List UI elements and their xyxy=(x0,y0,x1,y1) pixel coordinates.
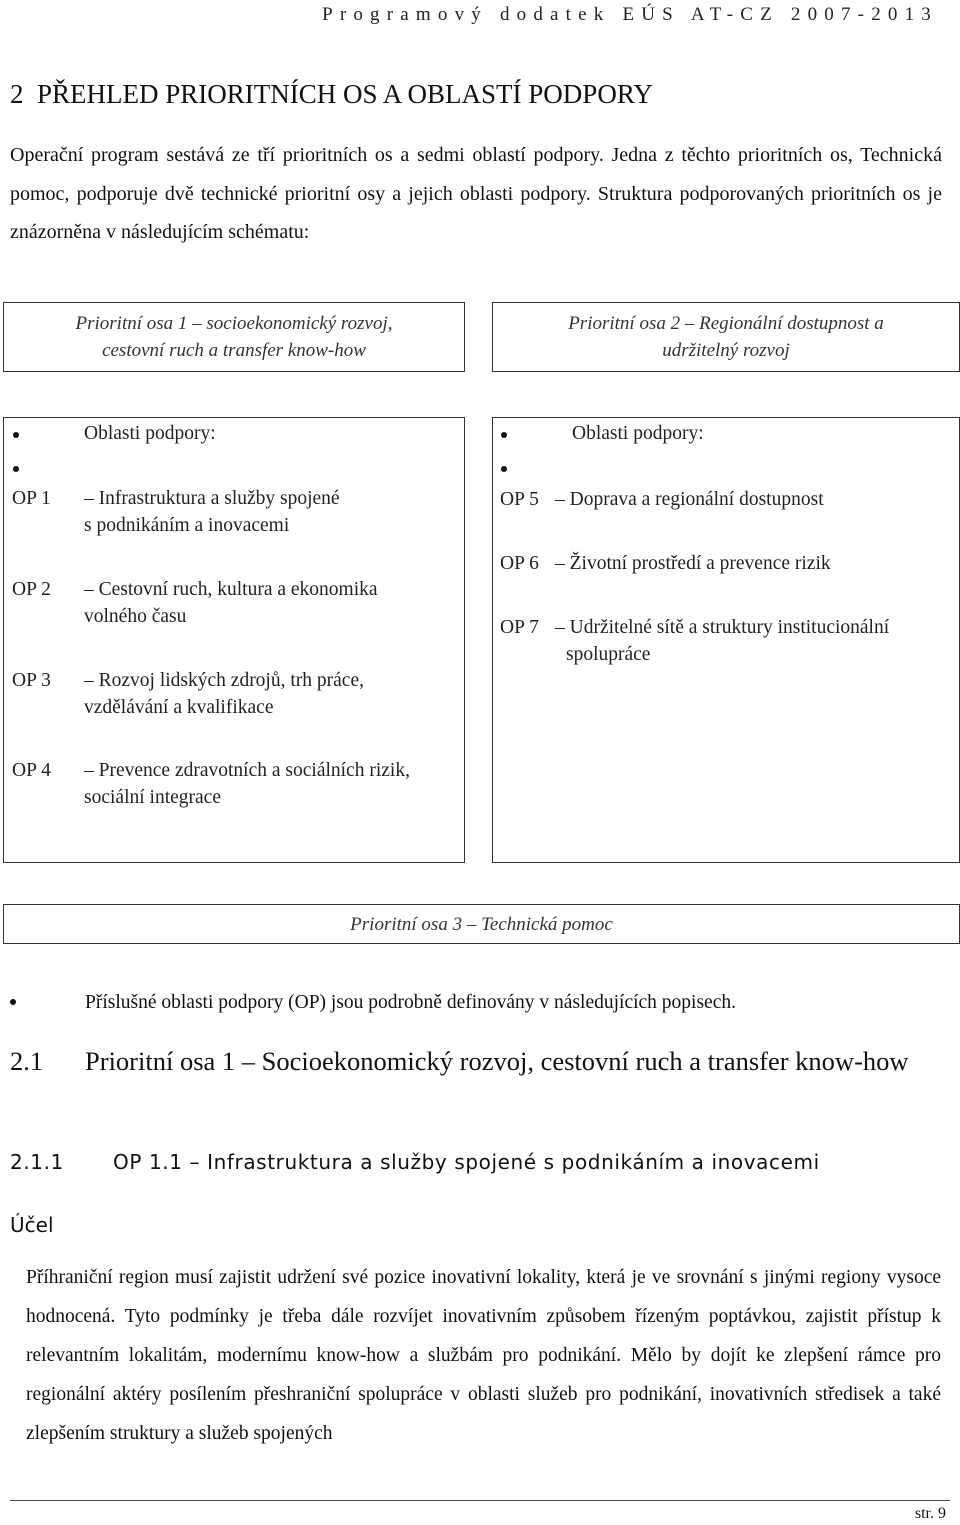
op5-label: – Doprava a regionální dostupnost xyxy=(555,489,824,510)
axis2-line2: udržitelný rozvoj xyxy=(662,340,790,361)
subsection-number: 2.1 xyxy=(10,1046,44,1076)
op4-label-cont: sociální integrace xyxy=(84,787,221,808)
bullet-icon xyxy=(10,999,16,1005)
priority-axis-3-box xyxy=(3,904,960,944)
subsection-title: Prioritní osa 1 – Socioekonomický rozvoj, cestovní ruch a transfer know-how xyxy=(85,1046,909,1076)
priority-axis-2-box xyxy=(492,302,960,372)
op3-label-cont: vzdělávání a kvalifikace xyxy=(84,697,274,718)
axis3-label: Prioritní osa 3 – Technická pomoc xyxy=(350,913,613,935)
op1-label: – Infrastruktura a služby spojené xyxy=(84,488,340,509)
section-number: 2 xyxy=(10,79,24,109)
op7-label: – Udržitelné sítě a struktury institucionální xyxy=(555,617,890,638)
areas-heading: Oblasti podpory: xyxy=(572,423,704,444)
bullet-icon xyxy=(13,432,19,438)
intro-paragraph: Operační program sestává ze tří prioritních os a sedmi oblastí podpory. Jedna z těchto prioritních os, Technická pomoc, podporuje dvě technické prioritní osy a jejich oblasti podpory. Struktura podporovaných prioritních os je znázorněna v následujícím schématu: xyxy=(10,144,942,243)
purpose-paragraph: Příhraniční region musí zajistit udržení své pozice inovativní lokality, která je ve srovnání s jinými regiony vysoce hodnocená. Tyto podmínky je třeba dále rozvíjet inovativním způsobem řízeným poptávkou, zajistit přístup k relevantním lokalitám, modernímu know-how a službám pro podnikání. Mělo by dojít ke zlepšení rámce pro regionální aktéry posílením přeshraniční spolupráce v oblasti služeb pro podnikání, inovativních středisek a také zlepšením struktury a služeb spojených xyxy=(26,1267,941,1444)
section-title: PŘEHLED PRIORITNÍCH OS A OBLASTÍ PODPORY xyxy=(37,79,653,109)
page-number: str. 9 xyxy=(914,1505,946,1522)
op6-code: OP 6 xyxy=(500,553,539,574)
op4-label: – Prevence zdravotních a sociálních rizik, xyxy=(84,760,410,781)
note-text: Příslušné oblasti podpory (OP) jsou podrobně definovány v následujících popisech. xyxy=(85,992,736,1013)
footer-rule xyxy=(10,1500,950,1501)
op2-label: – Cestovní ruch, kultura a ekonomika xyxy=(84,579,378,600)
op1-label-cont: s podnikáním a inovacemi xyxy=(84,515,290,536)
op7-label-cont: spolupráce xyxy=(566,644,651,665)
subsubsection-number: 2.1.1 xyxy=(10,1150,64,1174)
op3-label: – Rozvoj lidských zdrojů, trh práce, xyxy=(84,670,364,691)
op3-code: OP 3 xyxy=(12,670,51,691)
op5-code: OP 5 xyxy=(500,489,539,510)
bullet-icon xyxy=(501,432,507,438)
bullet-icon xyxy=(501,466,507,472)
op1-code: OP 1 xyxy=(12,488,51,509)
section-heading xyxy=(10,79,653,110)
running-header: Programový dodatek EÚS AT-CZ 2007-2013 xyxy=(322,4,938,25)
priority-axis-1-box xyxy=(3,302,465,372)
axis2-line1: Prioritní osa 2 – Regionální dostupnost a xyxy=(568,313,884,334)
axis1-line2: cestovní ruch a transfer know-how xyxy=(102,340,366,361)
op6-label: – Životní prostředí a prevence rizik xyxy=(555,553,831,574)
axis1-support-areas-box xyxy=(3,417,465,863)
op2-code: OP 2 xyxy=(12,579,51,600)
op4-code: OP 4 xyxy=(12,760,51,781)
areas-heading: Oblasti podpory: xyxy=(84,423,216,444)
axis1-line1: Prioritní osa 1 – socioekonomický rozvoj, xyxy=(75,313,393,334)
bullet-icon xyxy=(13,466,19,472)
op2-label-cont: volného času xyxy=(84,606,187,627)
purpose-heading: Účel xyxy=(10,1213,54,1237)
axis2-support-areas-box xyxy=(492,417,960,863)
op7-code: OP 7 xyxy=(500,617,539,638)
subsubsection-title: OP 1.1 – Infrastruktura a služby spojené s podnikáním a inovacemi xyxy=(113,1150,820,1174)
